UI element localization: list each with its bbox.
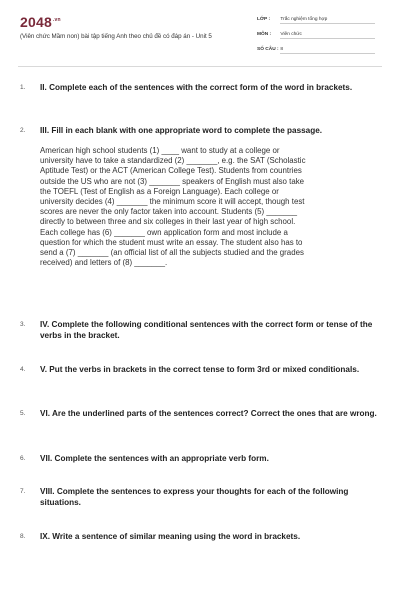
header-divider	[18, 66, 382, 67]
meta-count-value: 8	[280, 47, 375, 54]
question-number: 4.	[20, 366, 26, 373]
question-title: IV. Complete the following conditional sentences with the correct form or tense of the verbs in the bracket.	[40, 320, 373, 340]
question-title: V. Put the verbs in brackets in the correct tense to form 3rd or mixed conditionals.	[40, 365, 360, 374]
document-title: (Viên chức Mầm non) bài tập tiếng Anh theo chủ đề có đáp án - Unit 5	[20, 33, 212, 40]
question-number: 5.	[20, 410, 26, 417]
meta-class-row	[257, 17, 375, 24]
meta-class-value: Trắc nghiệm tổng hợp	[280, 17, 375, 24]
reading-passage: American high school students (1) ____ want to study at a college or university have to take a standardized (2) _______, e.g. the SAT (Scholastic Aptitude Test) or the ACT (American College Test). Students from countries outside the US who are not (3) _______ speakers of English must also take the TOEFL (Test of English as a Foreign Language). Each college or university decides (4) _______ the minimum score it will accept, though test scores are never the only factor taken into account. Students (5) _______ directly to between three and six colleges in their last year of high school. Each college has (6) _______ own application form and most include a question for which the student must write an essay. The student also has to send a (7) _______ (an official list of all the subjects studied and the grades received) and letters of (8) _______.	[40, 146, 306, 268]
meta-subject-row	[257, 32, 375, 39]
meta-count-label: SỐ CÂU :	[257, 47, 279, 52]
meta-subject-value: Viên chức	[280, 32, 375, 39]
question-number: 6.	[20, 455, 26, 462]
meta-count-row	[257, 47, 375, 54]
question-number: 1.	[20, 84, 26, 91]
meta-class-label: LỚP :	[257, 17, 271, 22]
question-title: VI. Are the underlined parts of the sentences correct? Correct the ones that are wrong.	[40, 409, 377, 418]
site-logo[interactable]	[20, 14, 61, 30]
question-title: VIII. Complete the sentences to express your thoughts for each of the following situations.	[40, 487, 349, 507]
question-number: 2.	[20, 127, 26, 134]
question-title: II. Complete each of the sentences with the correct form of the word in brackets.	[40, 83, 353, 92]
question-number: 8.	[20, 533, 26, 540]
question-title: III. Fill in each blank with one appropriate word to complete the passage.	[40, 126, 323, 135]
question-title: VII. Complete the sentences with an appropriate verb form.	[40, 454, 269, 463]
logo-text: 2048	[20, 14, 52, 30]
meta-subject-label: MÔN :	[257, 32, 272, 37]
question-number: 7.	[20, 488, 26, 495]
logo-suffix: .vn	[52, 17, 61, 24]
question-title: IX. Write a sentence of similar meaning using the word in brackets.	[40, 532, 301, 541]
question-number: 3.	[20, 321, 26, 328]
